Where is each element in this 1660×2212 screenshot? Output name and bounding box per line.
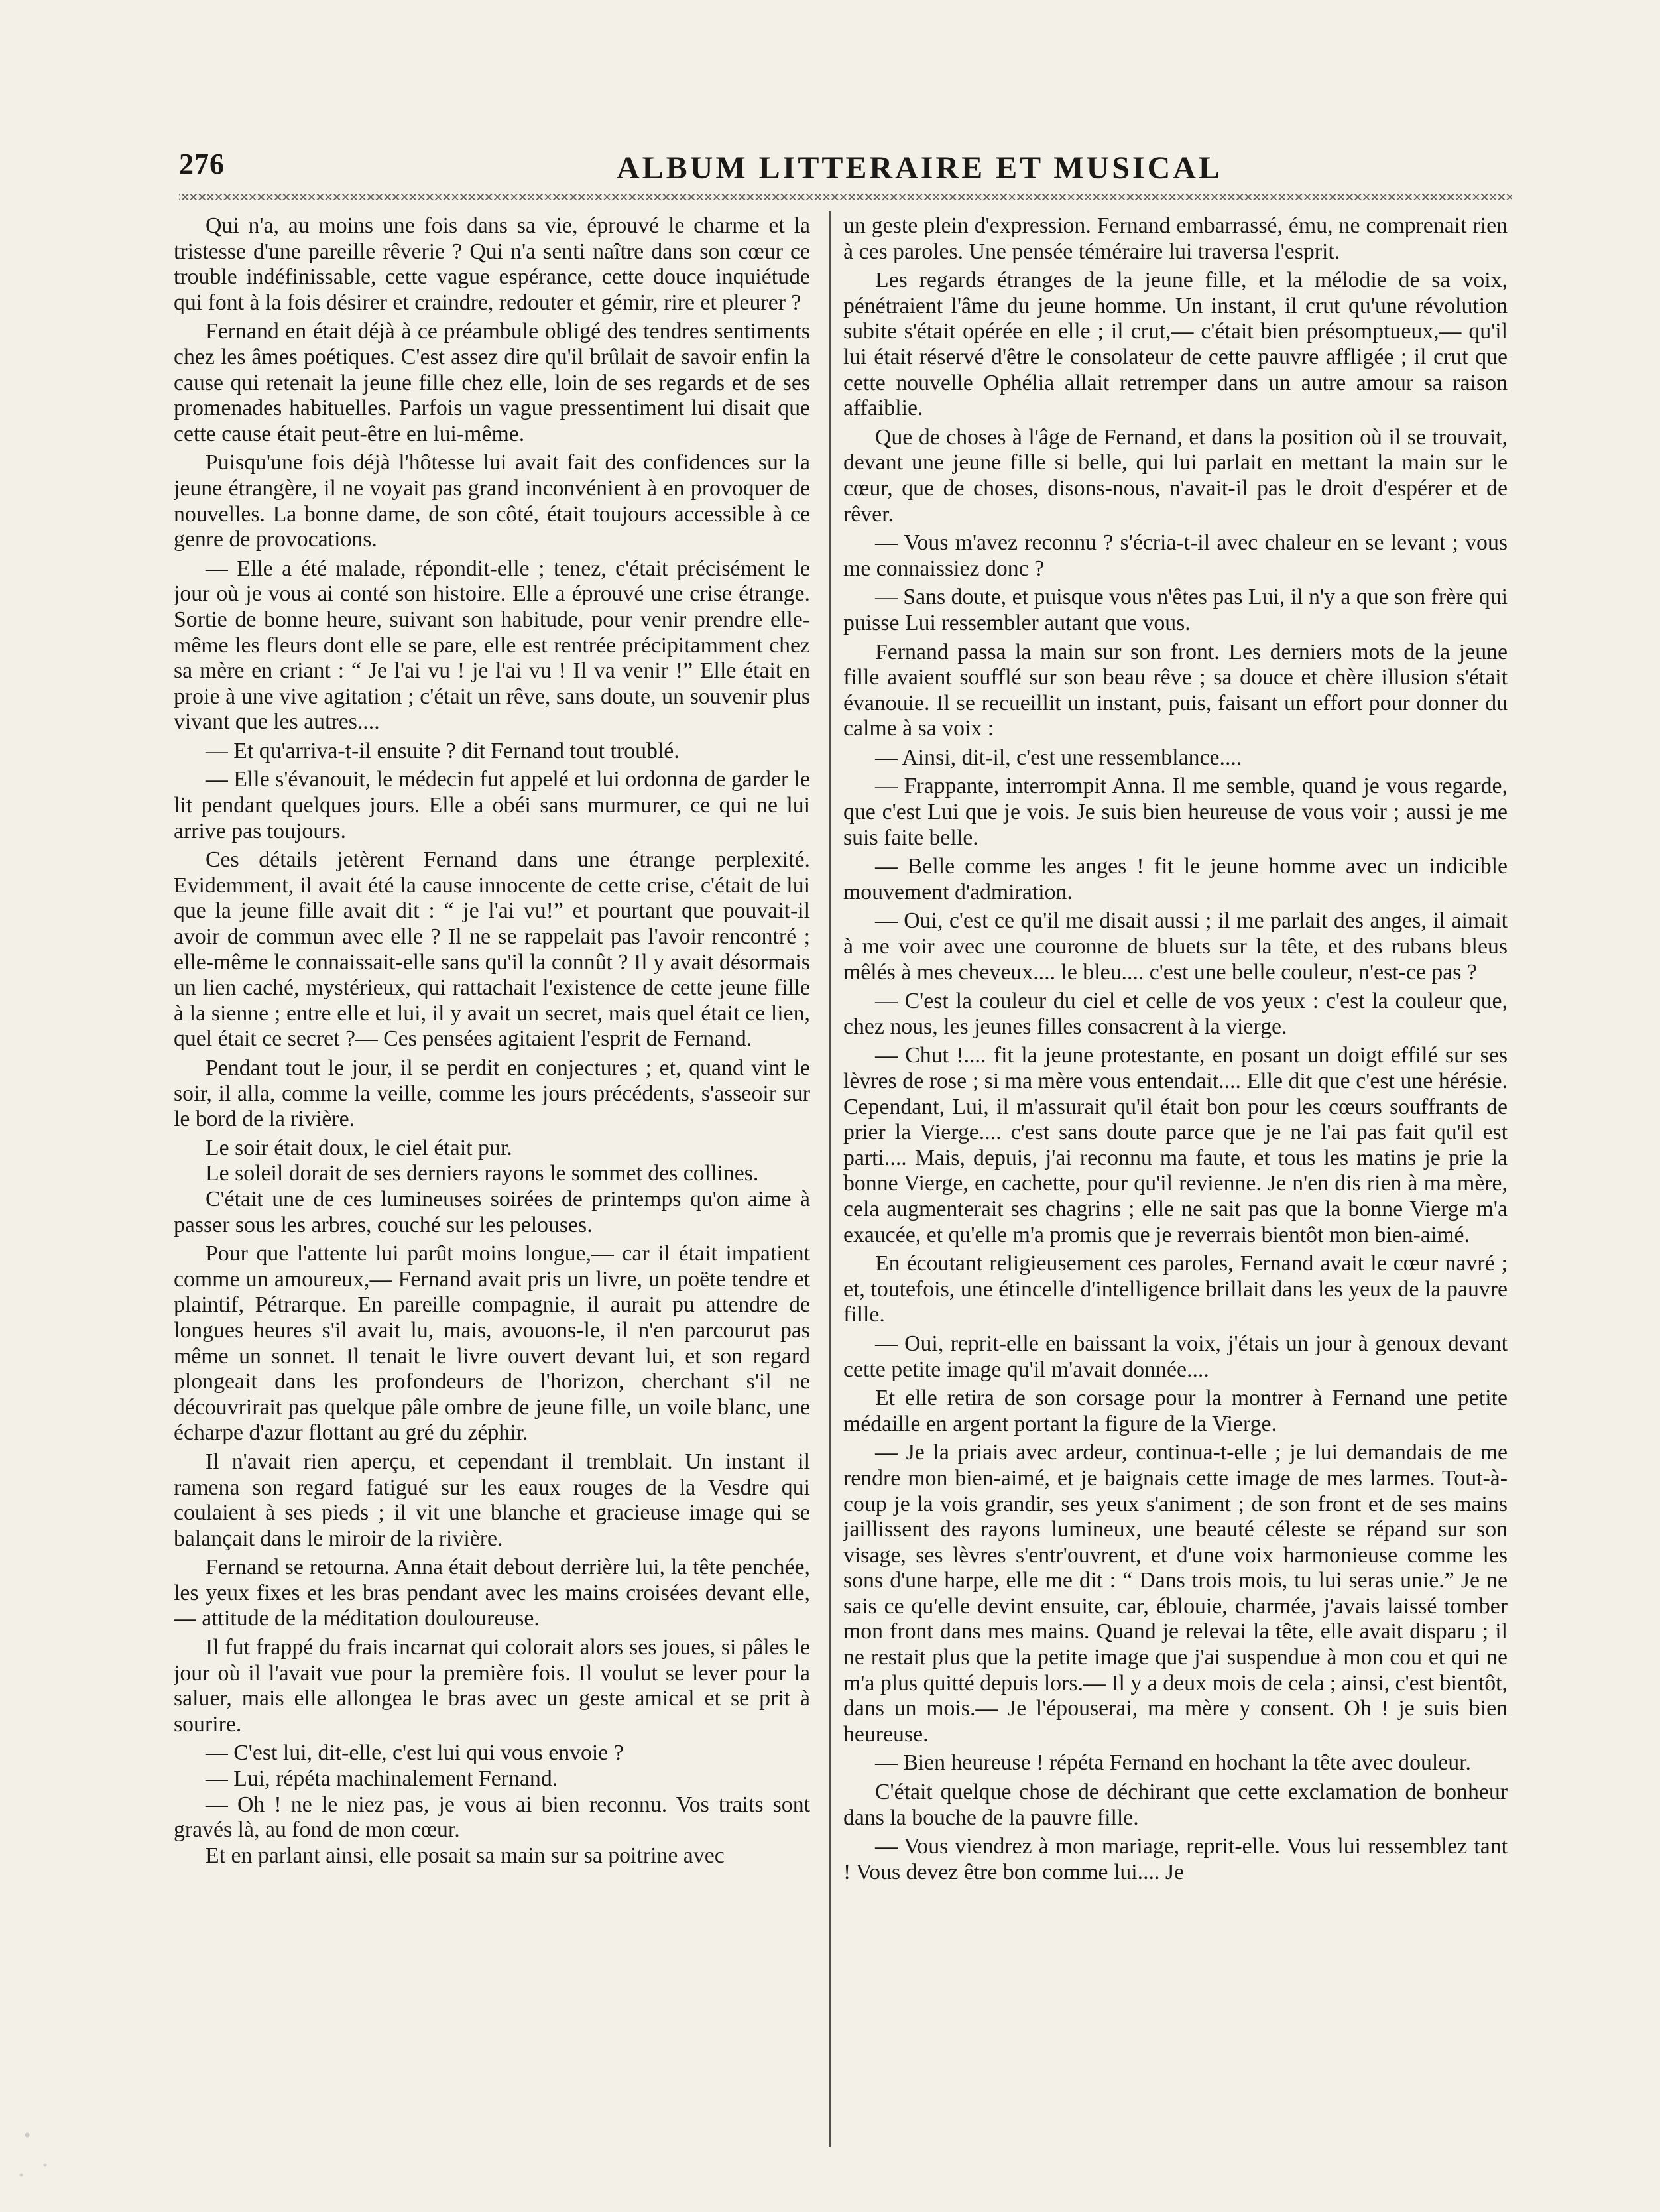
page-header (179, 147, 1512, 200)
paragraph: Et elle retira de son corsage pour la montrer à Fernand une petite médaille en argent portant la figure de la Vierge. (843, 1386, 1508, 1436)
paragraph: Il fut frappé du frais incarnat qui colorait alors ses joues, si pâles le jour où il l'avait vue pour la première fois. Il voulut se lever pour la saluer, mais elle allongea le bras avec un geste amical et se prit à sourire. (174, 1635, 810, 1737)
paragraph: — Vous viendrez à mon mariage, reprit-elle. Vous lui ressemblez tant ! Vous devez être bon comme lui.... Je (843, 1834, 1508, 1884)
paragraph: — C'est lui, dit-elle, c'est lui qui vous envoie ? (206, 1741, 624, 1766)
paragraph: — Chut !.... fit la jeune protestante, en posant un doigt effilé sur ses lèvres de rose ; si ma mère vous entendait.... Elle dit que c'est une hérésie. Cependant, Lui, il m'assurait qu'il était bon pour les cœurs souffrants de prier la Vierge.... c'est sans doute parce que je ne l'ai pas fait qu'il est parti.... Mais, depuis, j'ai reconnu ma faute, et tous les matins je prie la bonne Vierge, en cachette, pour qu'il revienne. Je n'en dis rien à ma mère, cela augmenterait ses chagrins ; elle ne sait pas que la bonne Vierge m'a exaucée, et qu'elle m'a promis que je reverrais bientôt mon bien-aimé. (843, 1043, 1508, 1247)
paragraph: — Frappante, interrompit Anna. Il me semble, quand je vous regarde, que c'est Lui que je vois. Je suis bien heureuse de vous voir ; aussi je me suis faite belle. (843, 774, 1508, 850)
paragraph: — Elle s'évanouit, le médecin fut appelé et lui ordonna de garder le lit pendant quelques jours. Elle a obéi sans murmurer, ce qui ne lui arrive pas toujours. (174, 767, 810, 843)
paragraph: Que de choses à l'âge de Fernand, et dans la position où il se trouvait, devant une jeune fille si belle, qui lui parlait en mettant la main sur le cœur, que de choses, disons-nous, n'avait-il pas le droit d'espérer et de rêver. (843, 424, 1508, 526)
paragraph: Pour que l'attente lui parût moins longue,— car il était impatient comme un amoureux,— Fernand avait pris un livre, un poëte tendre et plaintif, Pétrarque. En pareille compagnie, il aurait pu attendre de longues heures s'il avait lu, mais, avouons-le, il n'en parcourut pas même un sonnet. Il tenait le livre ouvert devant lui, et son regard plongeait dans les profondeurs de l'horizon, cherchant s'il ne découvrirait pas quelque pâle ombre de jeune fille, un voile blanc, une écharpe d'azur flottant au gré du zéphir. (174, 1241, 810, 1445)
paper-speck (9, 2095, 69, 2195)
paragraph: — Vous m'avez reconnu ? s'écria-t-il avec chaleur en se levant ; vous me connaissiez donc ? (843, 530, 1508, 581)
paragraph: C'était quelque chose de déchirant que cette exclamation de bonheur dans la bouche de la pauvre fille. (843, 1780, 1508, 1830)
paragraph: Le soir était doux, le ciel était pur. (206, 1135, 512, 1160)
column-divider (829, 211, 831, 2147)
paragraph: — Sans doute, et puisque vous n'êtes pas Lui, il n'y a que son frère qui puisse Lui ressembler autant que vous. (843, 585, 1508, 635)
paragraph: — Belle comme les anges ! fit le jeune homme avec un indicible mouvement d'admiration. (843, 854, 1508, 904)
paragraph: — Et qu'arriva-t-il ensuite ? dit Fernand tout troublé. (206, 738, 680, 763)
paragraph: — Bien heureuse ! répéta Fernand en hochant la tête avec douleur. (875, 1751, 1472, 1776)
right-column (843, 214, 1508, 2176)
paragraph: — Oh ! ne le niez pas, je vous ai bien reconnu. Vos traits sont gravés là, au fond de mon cœur. (174, 1792, 810, 1843)
running-title: ALBUM LITTERAIRE ET MUSICAL (617, 151, 1222, 186)
paragraph: — C'est la couleur du ciel et celle de vos yeux : c'est la couleur que, chez nous, les jeunes filles consacrent à la vierge. (843, 989, 1508, 1039)
paragraph: C'était une de ces lumineuses soirées de printemps qu'on aime à passer sous les arbres, couché sur les pelouses. (174, 1186, 810, 1237)
paragraph: Puisqu'une fois déjà l'hôtesse lui avait fait des confidences sur la jeune étrangère, il ne voyait pas grand inconvénient à en provoquer de nouvelles. La bonne dame, de son côté, était toujours accessible à ce genre de provocations. (174, 450, 810, 552)
paragraph: Le soleil dorait de ses derniers rayons le sommet des collines. (206, 1161, 759, 1186)
paragraph: Fernand se retourna. Anna était debout derrière lui, la tête penchée, les yeux fixes et les bras pendant avec les mains croisées devant elle,— attitude de la méditation douloureuse. (174, 1555, 810, 1631)
paragraph: Qui n'a, au moins une fois dans sa vie, éprouvé le charme et la tristesse d'une pareille rêverie ? Qui n'a senti naître dans son cœur ce trouble indéfinissable, cette vague espérance, cette douce inquiétude qui font à la fois désirer et craindre, redouter et gémir, rire et pleurer ? (174, 214, 810, 315)
page-number: 276 (179, 148, 225, 180)
paragraph: — Elle a été malade, répondit-elle ; tenez, c'était précisément le jour où je vous ai conté son histoire. Elle a éprouvé une crise étrange. Sortie de bonne heure, suivant son habitude, pour venir prendre elle-même les fleurs dont elle se pare, elle est rentrée précipitamment chez sa mère en criant : “ Je l'ai vu ! je l'ai vu ! Il va venir !” Elle était en proie à une vive agitation ; c'était un rêve, sans doute, un souvenir plus vivant que les autres.... (174, 556, 810, 735)
paragraph: — Lui, répéta machinalement Fernand. (206, 1766, 558, 1792)
header-rule (179, 194, 1512, 200)
paragraph: Ces détails jetèrent Fernand dans une étrange perplexité. Evidemment, il avait été la cause innocente de cette crise, c'était de lui que la jeune fille avait dit : “ je l'ai vu!” et pourtant que pouvait-il avoir de commun avec elle ? Il ne se rappelait pas l'avoir rencontré ; elle-même le connaissait-elle sans qu'il la connût ? Il y avait désormais un lien caché, mystérieux, qui rattachait l'existence de cette jeune fille à la sienne ; entre elle et lui, il y avait un secret, mais quel était ce lien, quel était ce secret ?— Ces pensées agitaient l'esprit de Fernand. (174, 847, 810, 1052)
paragraph: — Je la priais avec ardeur, continua-t-elle ; je lui demandais de me rendre mon bien-aimé, et je baignais cette image de mes larmes. Tout-à-coup je la vois grandir, ses yeux s'animent ; de son front et de ses mains jaillissent des rayons lumineux, une beauté céleste se répand sur son visage, ses lèvres s'entr'ouvrent, et d'une voix harmonieuse comme les sons d'une harpe, elle me dit : “ Dans trois mois, tu lui seras unie.” Je ne sais ce qu'elle devint ensuite, car, éblouie, charmée, j'avais laissé tomber mon front dans mes mains. Quand je relevai la tête, elle avait disparu ; il ne restait plus que la petite image que j'ai suspendue à mon cou et qui ne m'a plus quitté depuis lors.— Il y a deux mois de cela ; ainsi, c'est bientôt, dans un mois.— Je l'épouserai, ma mère y consent. Oh ! je suis bien heureuse. (843, 1440, 1508, 1747)
paragraph: un geste plein d'expression. Fernand embarrassé, ému, ne comprenait rien à ces paroles. Une pensée téméraire lui traversa l'esprit. (843, 214, 1508, 264)
paragraph: Fernand en était déjà à ce préambule obligé des tendres sentiments chez les âmes poétiques. C'est assez dire qu'il brûlait de savoir enfin la cause qui retenait la jeune fille chez elle, loin de ses regards et de ses promenades habituelles. Parfois un vague pressentiment lui disait que cette cause était peut-être en lui-même. (174, 319, 810, 446)
left-column (174, 214, 810, 2176)
paragraph: Et en parlant ainsi, elle posait sa main sur sa poitrine avec (206, 1843, 725, 1868)
paragraph: Il n'avait rien aperçu, et cependant il tremblait. Un instant il ramena son regard fatigué sur les eaux rouges de la Vesdre qui coulaient à ses pieds ; il vit une blanche et gracieuse image qui se balançait dans le miroir de la rivière. (174, 1449, 810, 1551)
paragraph: — Ainsi, dit-il, c'est une ressemblance.... (875, 745, 1242, 770)
paragraph: Fernand passa la main sur son front. Les derniers mots de la jeune fille avaient soufflé sur son beau rêve ; sa douce et chère illusion s'était évanouie. Il se recueillit un instant, puis, faisant un effort pour donner du calme à sa voix : (843, 639, 1508, 741)
paragraph: Les regards étranges de la jeune fille, et la mélodie de sa voix, pénétraient l'âme du jeune homme. Un instant, il crut qu'une révolution subite s'était opérée en elle ; il crut,— c'était bien présomptueux,— qu'il lui était réservé d'être le consolateur de cette pauvre affligée ; il crut que cette nouvelle Ophélia allait retremper dans un autre amour sa raison affaiblie. (843, 268, 1508, 421)
paragraph: En écoutant religieusement ces paroles, Fernand avait le cœur navré ; et, toutefois, une étincelle d'intelligence brillait dans les yeux de la pauvre fille. (843, 1251, 1508, 1327)
paragraph: Pendant tout le jour, il se perdit en conjectures ; et, quand vint le soir, il alla, comme la veille, comme les jours précédents, s'asseoir sur le bord de la rivière. (174, 1056, 810, 1132)
paragraph: — Oui, c'est ce qu'il me disait aussi ; il me parlait des anges, il aimait à me voir avec une couronne de bluets sur la tête, et des rubans bleus mêlés à mes cheveux.... le bleu.... c'est une belle couleur, n'est-ce pas ? (843, 908, 1508, 985)
paragraph: — Oui, reprit-elle en baissant la voix, j'étais un jour à genoux devant cette petite image qu'il m'avait donnée.... (843, 1331, 1508, 1382)
